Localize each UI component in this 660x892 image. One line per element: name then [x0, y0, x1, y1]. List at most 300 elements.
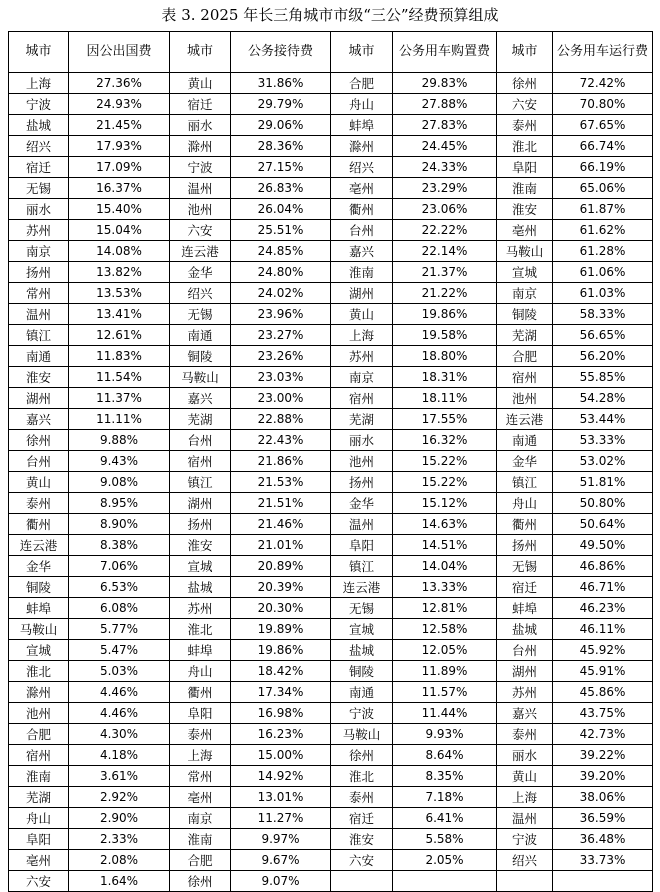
percent-cell: 5.03% [69, 661, 170, 682]
city-cell: 徐州 [9, 430, 69, 451]
table-row [9, 346, 653, 367]
percent-cell: 20.39% [231, 577, 331, 598]
percent-cell: 27.15% [231, 157, 331, 178]
city-cell: 阜阳 [497, 157, 553, 178]
percent-cell: 17.55% [393, 409, 497, 430]
city-cell: 池州 [331, 451, 393, 472]
city-cell: 衢州 [170, 682, 231, 703]
header-city-1: 城市 [9, 32, 69, 73]
city-cell: 绍兴 [331, 157, 393, 178]
city-cell: 合肥 [497, 346, 553, 367]
percent-cell: 12.61% [69, 325, 170, 346]
city-cell: 宁波 [9, 94, 69, 115]
percent-cell: 5.58% [393, 829, 497, 850]
table-row [9, 787, 653, 808]
table-row [9, 178, 653, 199]
percent-cell: 39.20% [553, 766, 653, 787]
percent-cell: 21.45% [69, 115, 170, 136]
percent-cell: 8.64% [393, 745, 497, 766]
city-cell: 宁波 [331, 703, 393, 724]
city-cell: 铜陵 [497, 304, 553, 325]
percent-cell: 7.06% [69, 556, 170, 577]
percent-cell: 15.22% [393, 472, 497, 493]
city-cell: 淮南 [497, 178, 553, 199]
city-cell: 泰州 [170, 724, 231, 745]
table-row [9, 451, 653, 472]
table-row [9, 94, 653, 115]
city-cell: 南通 [170, 325, 231, 346]
city-cell: 丽水 [497, 745, 553, 766]
city-cell: 铜陵 [170, 346, 231, 367]
header-city-3: 城市 [331, 32, 393, 73]
city-cell: 绍兴 [9, 136, 69, 157]
city-cell: 宿迁 [9, 157, 69, 178]
percent-cell: 23.06% [393, 199, 497, 220]
table-row [9, 493, 653, 514]
city-cell: 滁州 [170, 136, 231, 157]
city-cell [497, 871, 553, 892]
city-cell: 蚌埠 [331, 115, 393, 136]
percent-cell: 27.36% [69, 73, 170, 94]
percent-cell: 18.11% [393, 388, 497, 409]
city-cell: 连云港 [497, 409, 553, 430]
percent-cell: 13.53% [69, 283, 170, 304]
table-row [9, 241, 653, 262]
city-cell: 湖州 [497, 661, 553, 682]
city-cell: 淮北 [170, 619, 231, 640]
percent-cell: 6.08% [69, 598, 170, 619]
percent-cell: 17.09% [69, 157, 170, 178]
table-row [9, 682, 653, 703]
percent-cell: 18.80% [393, 346, 497, 367]
city-cell: 黄山 [331, 304, 393, 325]
table-body [9, 73, 653, 892]
city-cell: 徐州 [170, 871, 231, 892]
percent-cell: 9.67% [231, 850, 331, 871]
city-cell: 亳州 [9, 850, 69, 871]
city-cell: 徐州 [497, 73, 553, 94]
percent-cell: 23.00% [231, 388, 331, 409]
percent-cell: 61.28% [553, 241, 653, 262]
percent-cell: 24.33% [393, 157, 497, 178]
percent-cell: 9.97% [231, 829, 331, 850]
percent-cell: 17.34% [231, 682, 331, 703]
city-cell: 马鞍山 [9, 619, 69, 640]
percent-cell: 14.92% [231, 766, 331, 787]
city-cell: 宣城 [170, 556, 231, 577]
city-cell: 泰州 [9, 493, 69, 514]
percent-cell: 4.30% [69, 724, 170, 745]
table-row [9, 724, 653, 745]
table-row [9, 745, 653, 766]
table-row [9, 766, 653, 787]
percent-cell: 61.06% [553, 262, 653, 283]
percent-cell: 11.44% [393, 703, 497, 724]
city-cell: 丽水 [9, 199, 69, 220]
percent-cell: 26.04% [231, 199, 331, 220]
city-cell: 南通 [497, 430, 553, 451]
percent-cell: 50.80% [553, 493, 653, 514]
city-cell: 亳州 [331, 178, 393, 199]
city-cell: 六安 [331, 850, 393, 871]
percent-cell: 2.08% [69, 850, 170, 871]
percent-cell: 55.85% [553, 367, 653, 388]
city-cell: 泰州 [497, 724, 553, 745]
city-cell: 盐城 [9, 115, 69, 136]
percent-cell: 27.83% [393, 115, 497, 136]
percent-cell: 4.46% [69, 682, 170, 703]
percent-cell: 22.14% [393, 241, 497, 262]
city-cell: 徐州 [331, 745, 393, 766]
percent-cell: 39.22% [553, 745, 653, 766]
city-cell: 淮南 [170, 829, 231, 850]
city-cell: 扬州 [331, 472, 393, 493]
percent-cell: 43.75% [553, 703, 653, 724]
city-cell: 温州 [9, 304, 69, 325]
percent-cell: 9.93% [393, 724, 497, 745]
percent-cell: 36.59% [553, 808, 653, 829]
city-cell: 池州 [497, 388, 553, 409]
city-cell: 宁波 [170, 157, 231, 178]
percent-cell: 46.11% [553, 619, 653, 640]
city-cell: 宿迁 [497, 577, 553, 598]
percent-cell: 13.82% [69, 262, 170, 283]
percent-cell: 8.38% [69, 535, 170, 556]
percent-cell: 29.79% [231, 94, 331, 115]
city-cell: 衢州 [497, 514, 553, 535]
city-cell: 淮安 [170, 535, 231, 556]
city-cell: 芜湖 [9, 787, 69, 808]
percent-cell: 8.35% [393, 766, 497, 787]
city-cell: 上海 [497, 787, 553, 808]
percent-cell: 9.88% [69, 430, 170, 451]
header-vehicle-operation: 公务用车运行费 [553, 32, 653, 73]
percent-cell: 12.81% [393, 598, 497, 619]
city-cell: 金华 [170, 262, 231, 283]
city-cell: 南京 [497, 283, 553, 304]
percent-cell: 38.06% [553, 787, 653, 808]
city-cell: 嘉兴 [497, 703, 553, 724]
table-row [9, 850, 653, 871]
city-cell: 宣城 [331, 619, 393, 640]
percent-cell: 11.89% [393, 661, 497, 682]
percent-cell: 45.91% [553, 661, 653, 682]
percent-cell: 21.86% [231, 451, 331, 472]
city-cell: 镇江 [170, 472, 231, 493]
city-cell: 合肥 [170, 850, 231, 871]
percent-cell: 23.29% [393, 178, 497, 199]
city-cell: 池州 [9, 703, 69, 724]
city-cell: 苏州 [170, 598, 231, 619]
city-cell: 芜湖 [331, 409, 393, 430]
city-cell: 嘉兴 [170, 388, 231, 409]
city-cell: 上海 [170, 745, 231, 766]
percent-cell: 66.19% [553, 157, 653, 178]
percent-cell: 21.22% [393, 283, 497, 304]
percent-cell: 53.44% [553, 409, 653, 430]
table-row [9, 472, 653, 493]
city-cell: 湖州 [9, 388, 69, 409]
city-cell: 阜阳 [331, 535, 393, 556]
table-row [9, 157, 653, 178]
percent-cell: 2.92% [69, 787, 170, 808]
percent-cell: 11.37% [69, 388, 170, 409]
table-row [9, 829, 653, 850]
percent-cell: 50.64% [553, 514, 653, 535]
percent-cell: 24.45% [393, 136, 497, 157]
percent-cell: 2.33% [69, 829, 170, 850]
city-cell: 常州 [9, 283, 69, 304]
city-cell: 铜陵 [9, 577, 69, 598]
city-cell: 淮北 [9, 661, 69, 682]
percent-cell: 24.80% [231, 262, 331, 283]
city-cell: 宿州 [331, 388, 393, 409]
city-cell: 金华 [331, 493, 393, 514]
city-cell: 宿州 [497, 367, 553, 388]
percent-cell: 16.37% [69, 178, 170, 199]
city-cell: 亳州 [170, 787, 231, 808]
percent-cell: 15.00% [231, 745, 331, 766]
city-cell: 舟山 [170, 661, 231, 682]
city-cell: 台州 [331, 220, 393, 241]
table-row [9, 73, 653, 94]
header-row [9, 32, 653, 73]
percent-cell: 18.31% [393, 367, 497, 388]
percent-cell: 2.90% [69, 808, 170, 829]
city-cell: 淮北 [331, 766, 393, 787]
percent-cell: 20.30% [231, 598, 331, 619]
city-cell: 扬州 [497, 535, 553, 556]
percent-cell: 45.86% [553, 682, 653, 703]
percent-cell: 66.74% [553, 136, 653, 157]
city-cell: 连云港 [170, 241, 231, 262]
percent-cell: 19.86% [231, 640, 331, 661]
percent-cell: 33.73% [553, 850, 653, 871]
table-row [9, 598, 653, 619]
percent-cell: 23.27% [231, 325, 331, 346]
city-cell: 芜湖 [170, 409, 231, 430]
percent-cell: 12.05% [393, 640, 497, 661]
budget-table [8, 31, 653, 892]
header-reception: 公务接待费 [231, 32, 331, 73]
table-row [9, 556, 653, 577]
percent-cell: 14.04% [393, 556, 497, 577]
table-row [9, 262, 653, 283]
percent-cell: 11.57% [393, 682, 497, 703]
percent-cell: 5.47% [69, 640, 170, 661]
table-row [9, 640, 653, 661]
city-cell: 芜湖 [497, 325, 553, 346]
city-cell: 马鞍山 [331, 724, 393, 745]
percent-cell: 15.12% [393, 493, 497, 514]
percent-cell: 58.33% [553, 304, 653, 325]
percent-cell: 7.18% [393, 787, 497, 808]
table-row [9, 220, 653, 241]
percent-cell: 54.28% [553, 388, 653, 409]
percent-cell: 46.71% [553, 577, 653, 598]
city-cell: 嘉兴 [331, 241, 393, 262]
city-cell: 无锡 [331, 598, 393, 619]
percent-cell: 2.05% [393, 850, 497, 871]
city-cell: 淮北 [497, 136, 553, 157]
percent-cell: 24.02% [231, 283, 331, 304]
percent-cell: 6.53% [69, 577, 170, 598]
city-cell: 淮安 [331, 829, 393, 850]
city-cell: 蚌埠 [497, 598, 553, 619]
city-cell: 苏州 [497, 682, 553, 703]
city-cell: 丽水 [170, 115, 231, 136]
percent-cell: 24.93% [69, 94, 170, 115]
percent-cell: 21.01% [231, 535, 331, 556]
percent-cell: 11.83% [69, 346, 170, 367]
city-cell: 宿迁 [170, 94, 231, 115]
percent-cell: 4.18% [69, 745, 170, 766]
percent-cell: 16.32% [393, 430, 497, 451]
percent-cell: 56.20% [553, 346, 653, 367]
percent-cell: 61.62% [553, 220, 653, 241]
percent-cell: 9.07% [231, 871, 331, 892]
percent-cell: 42.73% [553, 724, 653, 745]
table-row [9, 283, 653, 304]
table-row [9, 199, 653, 220]
table-row [9, 115, 653, 136]
city-cell: 黄山 [9, 472, 69, 493]
city-cell: 淮南 [9, 766, 69, 787]
city-cell: 衢州 [9, 514, 69, 535]
percent-cell: 21.53% [231, 472, 331, 493]
city-cell: 阜阳 [170, 703, 231, 724]
percent-cell: 46.86% [553, 556, 653, 577]
table-row [9, 325, 653, 346]
city-cell: 连云港 [9, 535, 69, 556]
percent-cell: 36.48% [553, 829, 653, 850]
city-cell: 六安 [497, 94, 553, 115]
city-cell: 舟山 [497, 493, 553, 514]
percent-cell: 53.02% [553, 451, 653, 472]
city-cell [331, 871, 393, 892]
city-cell: 合肥 [331, 73, 393, 94]
percent-cell: 61.87% [553, 199, 653, 220]
percent-cell: 51.81% [553, 472, 653, 493]
percent-cell: 6.41% [393, 808, 497, 829]
percent-cell: 20.89% [231, 556, 331, 577]
percent-cell: 23.26% [231, 346, 331, 367]
percent-cell: 16.23% [231, 724, 331, 745]
table-row [9, 514, 653, 535]
percent-cell: 28.36% [231, 136, 331, 157]
city-cell: 温州 [497, 808, 553, 829]
percent-cell: 61.03% [553, 283, 653, 304]
percent-cell: 14.63% [393, 514, 497, 535]
city-cell: 铜陵 [331, 661, 393, 682]
table-row [9, 409, 653, 430]
city-cell: 宿州 [170, 451, 231, 472]
percent-cell: 56.65% [553, 325, 653, 346]
percent-cell: 14.08% [69, 241, 170, 262]
city-cell: 舟山 [9, 808, 69, 829]
table-row [9, 430, 653, 451]
city-cell: 金华 [497, 451, 553, 472]
percent-cell: 14.51% [393, 535, 497, 556]
header-city-2: 城市 [170, 32, 231, 73]
header-vehicle-purchase: 公务用车购置费 [393, 32, 497, 73]
city-cell: 无锡 [170, 304, 231, 325]
percent-cell: 67.65% [553, 115, 653, 136]
city-cell: 湖州 [331, 283, 393, 304]
city-cell: 宿迁 [331, 808, 393, 829]
city-cell: 台州 [9, 451, 69, 472]
percent-cell: 23.03% [231, 367, 331, 388]
city-cell: 宣城 [497, 262, 553, 283]
percent-cell: 9.08% [69, 472, 170, 493]
city-cell: 合肥 [9, 724, 69, 745]
city-cell: 金华 [9, 556, 69, 577]
city-cell: 滁州 [331, 136, 393, 157]
table-row [9, 577, 653, 598]
percent-cell: 5.77% [69, 619, 170, 640]
table-row [9, 136, 653, 157]
percent-cell: 23.96% [231, 304, 331, 325]
percent-cell: 19.89% [231, 619, 331, 640]
city-cell: 无锡 [497, 556, 553, 577]
percent-cell: 4.46% [69, 703, 170, 724]
city-cell: 上海 [9, 73, 69, 94]
percent-cell: 8.90% [69, 514, 170, 535]
city-cell: 六安 [9, 871, 69, 892]
percent-cell: 9.43% [69, 451, 170, 472]
percent-cell: 22.22% [393, 220, 497, 241]
city-cell: 泰州 [331, 787, 393, 808]
city-cell: 黄山 [497, 766, 553, 787]
table-row [9, 871, 653, 892]
city-cell: 淮南 [331, 262, 393, 283]
city-cell: 宁波 [497, 829, 553, 850]
city-cell: 扬州 [9, 262, 69, 283]
percent-cell: 11.27% [231, 808, 331, 829]
city-cell: 苏州 [331, 346, 393, 367]
city-cell: 阜阳 [9, 829, 69, 850]
table-row [9, 367, 653, 388]
city-cell: 无锡 [9, 178, 69, 199]
city-cell: 温州 [331, 514, 393, 535]
city-cell: 池州 [170, 199, 231, 220]
percent-cell: 21.51% [231, 493, 331, 514]
percent-cell: 12.58% [393, 619, 497, 640]
city-cell: 淮安 [497, 199, 553, 220]
percent-cell: 11.11% [69, 409, 170, 430]
table-row [9, 703, 653, 724]
city-cell: 常州 [170, 766, 231, 787]
city-cell: 连云港 [331, 577, 393, 598]
table-caption: 表 3. 2025 年长三角城市市级“三公”经费预算组成 [161, 6, 499, 24]
percent-cell: 13.01% [231, 787, 331, 808]
city-cell: 马鞍山 [170, 367, 231, 388]
percent-cell: 72.42% [553, 73, 653, 94]
percent-cell: 45.92% [553, 640, 653, 661]
city-cell: 盐城 [497, 619, 553, 640]
percent-cell: 16.98% [231, 703, 331, 724]
percent-cell: 17.93% [69, 136, 170, 157]
percent-cell: 19.58% [393, 325, 497, 346]
percent-cell: 21.37% [393, 262, 497, 283]
city-cell: 蚌埠 [170, 640, 231, 661]
city-cell: 镇江 [497, 472, 553, 493]
city-cell: 盐城 [331, 640, 393, 661]
city-cell: 泰州 [497, 115, 553, 136]
city-cell: 绍兴 [170, 283, 231, 304]
city-cell: 镇江 [331, 556, 393, 577]
table-row [9, 808, 653, 829]
